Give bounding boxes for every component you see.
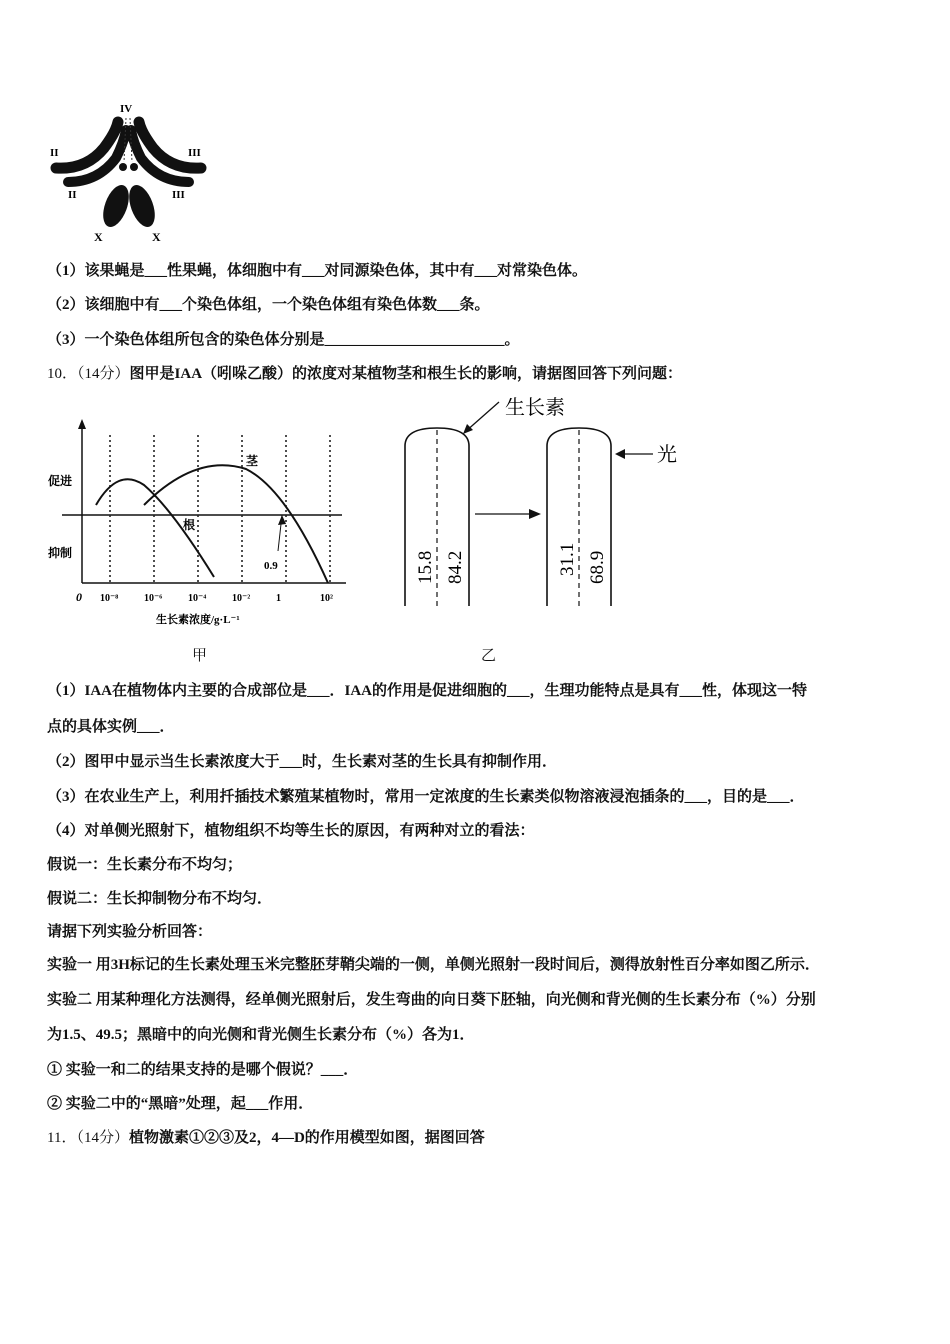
annotation-label: 0.9 [264, 560, 278, 572]
q10-hyp1: 假说一：生长素分布不均匀； [47, 857, 243, 873]
chromosome-figure [46, 100, 211, 245]
q10-c2: ② 实验二中的“黑暗”处理，起___作用． [47, 1096, 314, 1112]
left-shoot-left-value: 15.8 [415, 550, 436, 584]
ylabel-promote: 促进 [48, 474, 73, 488]
q11-number: 11． [47, 1130, 77, 1146]
right-shoot-right-value: 68.9 [587, 550, 608, 584]
light-arrowhead [615, 449, 625, 459]
origin-label: 0 [76, 590, 82, 604]
x-tick-label-5: 10² [320, 593, 333, 604]
q10-number: 10． [47, 366, 78, 382]
q10-exp2a: 实验二 用某种理化方法测得，经单侧光照射后，发生弯曲的向日葵下胚轴，向光侧和背光侧的生长素分布（%）分别 [47, 992, 816, 1008]
q10-hyp2: 假说二：生长抑制物分布不均匀． [47, 891, 273, 907]
q10-exp2b: 为1.5、49.5；黑暗中的向光侧和背光侧生长素分布（%）各为1． [47, 1027, 475, 1043]
q10-sub3: （3）在农业生产上，利用扦插技术繁殖某植物时，常用一定浓度的生长素类似物溶液浸泡插条的___，目的是___． [47, 789, 805, 805]
tick-labels [100, 593, 333, 604]
q9-sub2: （2）该细胞中有___个染色体组，一个染色体组有染色体数___条。 [47, 297, 490, 313]
caption-yi: 乙 [481, 647, 497, 664]
q11-stem: 植物激素①②③及2，4—D的作用模型如图，据图回答 [128, 1130, 485, 1146]
caption-jia: 甲 [192, 647, 208, 664]
series-stem-curve [144, 465, 328, 583]
annotation-arrowhead [278, 515, 286, 525]
q10-header [47, 364, 682, 384]
xlabel: 生长素浓度/g·L⁻¹ [156, 614, 240, 626]
q10-sub1a: （1）IAA在植物体内主要的合成部位是___．IAA的作用是促进细胞的___，生理功能特点是具有___性，体现这一特 [47, 683, 808, 699]
q9-sub3: （3）一个染色体组所包含的染色体分别是________________________。 [47, 332, 520, 348]
light-label: 光 [657, 444, 677, 466]
left-shoot-right-value: 84.2 [445, 550, 466, 584]
x-tick-label-4: 1 [276, 593, 281, 604]
q10-exp1: 实验一 用3H标记的生长素处理玉米完整胚芽鞘尖端的一侧，单侧光照射一段时间后，测得放射性百分率如图乙所示． [47, 957, 820, 973]
x-tick-label-3: 10⁻² [232, 593, 251, 604]
label-iii-right: III [188, 147, 201, 159]
series-label-stem: 茎 [246, 454, 259, 468]
label-x-right: X [152, 230, 161, 244]
q10-sub1b: 点的具体实例___． [47, 719, 175, 735]
label-iii-right-low: III [172, 189, 185, 201]
process-arrowhead [529, 509, 541, 519]
x-tick-label-0: 10⁻⁸ [100, 593, 119, 604]
ylabel-inhibit: 抑制 [48, 546, 73, 560]
auxin-label: 生长素 [505, 397, 565, 419]
y-axis-arrow [78, 419, 86, 429]
series-label-root: 根 [183, 518, 196, 532]
q10-score: （14分） [77, 366, 130, 382]
q11-score: （14分） [76, 1130, 129, 1146]
grid-lines [110, 435, 330, 583]
q10-prompt: 请据下列实验分析回答： [47, 924, 213, 940]
q11-header [47, 1128, 485, 1148]
label-ii-left-low: II [68, 189, 77, 201]
right-shoot-left-value: 31.1 [557, 542, 578, 576]
figure-yi [395, 388, 695, 628]
q10-sub4: （4）对单侧光照射下，植物组织不均等生长的原因，有两种对立的看法： [47, 823, 535, 839]
label-x-left: X [94, 230, 103, 244]
x-tick-label-2: 10⁻⁴ [188, 593, 207, 604]
x-tick-label-1: 10⁻⁶ [144, 593, 163, 604]
q10-sub2: （2）图甲中显示当生长素浓度大于___时，生长素对茎的生长具有抑制作用． [47, 754, 558, 770]
q10-c1: ① 实验一和二的结果支持的是哪个假说？___． [47, 1062, 359, 1078]
q10-stem: 图甲是IAA（吲哚乙酸）的浓度对某植物茎和根生长的影响，请据图回答下列问题： [129, 366, 683, 382]
label-ii-left: II [50, 147, 59, 159]
q9-sub1: （1）该果蝇是___性果蝇，体细胞中有___对同源染色体，其中有___对常染色体。 [47, 263, 588, 279]
label-iv: IV [120, 103, 133, 115]
chart-jia [46, 405, 356, 645]
